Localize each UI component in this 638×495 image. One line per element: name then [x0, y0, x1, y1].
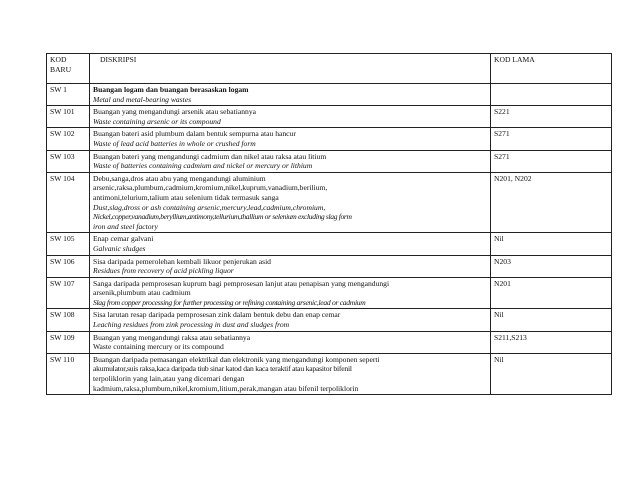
row-description: [90, 255, 491, 277]
row-old-code: S211,S213: [491, 331, 612, 353]
row-description: [90, 309, 491, 331]
row-malay-line: kadmium,raksa,plumbum,nikel,kromium,litium,perak,mangan atau bifenil terpoliklorin: [93, 383, 359, 393]
row-english: Waste of batteries containing cadmium and nickel or mercury or lithium: [93, 161, 313, 171]
table-row: [47, 277, 612, 309]
table-row: [47, 106, 612, 128]
row-malay: Buangan yang mengandungi arsenik atau sebatiannya: [93, 107, 257, 117]
row-description: [90, 128, 491, 150]
row-old-code: S221: [491, 106, 612, 128]
table-row: [47, 353, 612, 394]
row-malay-line: arsenik,plumbum atau cadmium: [93, 288, 191, 298]
row-description: [90, 233, 491, 255]
row-old-code: S271: [491, 128, 612, 150]
row-malay-line: akumulator,suis raksa,kaca daripada tiub sinar katod dan kaca teraktif atau kapasitor bifenil: [93, 364, 352, 374]
row-english: Galvanic sludges: [93, 243, 146, 253]
row-description: [90, 277, 491, 309]
row-malay-line: antimoni,telurium,talium atau selenium tidak termasuk sanga: [93, 192, 279, 202]
table-row: [47, 128, 612, 150]
row-malay: Enap cemar galvani: [93, 234, 154, 244]
row-english: Residues from recovery of acid pickling liquor: [93, 266, 234, 276]
row-english: Metal and metal-bearing wastes: [93, 94, 192, 104]
row-english: Waste of lead acid batteries in whole or crushed form: [93, 138, 256, 148]
row-description: [90, 84, 491, 106]
row-description: [90, 172, 491, 233]
row-old-code: S271: [491, 150, 612, 172]
row-old-code: N203: [491, 255, 612, 277]
header-kod-baru: [47, 54, 90, 84]
row-malay-line: arsenic,raksa,plumbum,cadmium,kromium,nikel,kuprum,vanadium,berilium,: [93, 183, 328, 193]
table-row: [47, 309, 612, 331]
row-malay: Sisa larutan resap daripada pemprosesan zink dalam bentuk debu dan enap cemar: [93, 310, 341, 320]
row-old-code: [491, 84, 612, 106]
row-english: Waste containing mercury or its compound: [93, 342, 224, 352]
row-english-line: Dust,slag,dross or ash containing arsenic,mercury,lead,cadmium,chromium,: [93, 202, 326, 212]
table-row: [47, 150, 612, 172]
row-english: Waste containing arsenic or its compound: [93, 116, 221, 126]
row-code: SW 101: [47, 106, 90, 128]
row-code: SW 103: [47, 150, 90, 172]
table-row: [47, 331, 612, 353]
header-diskripsi: DISKRIPSI: [90, 54, 491, 84]
row-description: [90, 106, 491, 128]
row-english-line: Nickel,copper,vanadium,beryllium,antimony,tellurium,thallium or selenium excluding slag form: [93, 212, 352, 222]
row-code: SW 107: [47, 277, 90, 309]
table-row: [47, 172, 612, 233]
row-code: SW 1: [47, 84, 90, 106]
row-malay-line: Buangan daripada pemasangan elektrikal dan elektronik yang mengandungi komponen seperti: [93, 354, 380, 364]
row-code: SW 110: [47, 353, 90, 394]
table-row: [47, 84, 612, 106]
row-malay: Buangan bateri asid plumbum dalam bentuk sempurna atau hancur: [93, 129, 296, 139]
row-code: SW 104: [47, 172, 90, 233]
row-malay: Buangan logam dan buangan berasaskan logam: [93, 85, 249, 94]
row-malay-line: terpoliklorin yang lain,atau yang dicemari dengan: [93, 374, 245, 384]
row-code: SW 105: [47, 233, 90, 255]
row-code: SW 109: [47, 331, 90, 353]
row-old-code: N201, N202: [491, 172, 612, 233]
table-row: [47, 255, 612, 277]
header-kod-baru-line1: KOD: [50, 55, 67, 64]
header-kod-lama: KOD LAMA: [491, 54, 612, 84]
row-malay: Buangan bateri yang mengandungi cadmium dan nikel atau raksa atau litium: [93, 151, 327, 161]
row-malay: Buangan yang mengandungi raksa atau sebatiannya: [93, 332, 251, 342]
row-code: SW 102: [47, 128, 90, 150]
row-old-code: N201: [491, 277, 612, 309]
row-malay-line: Debu,sanga,dros atau abu yang mengandungi aluminium: [93, 173, 266, 183]
row-old-code: Nil: [491, 353, 612, 394]
row-description: [90, 353, 491, 394]
table-row: [47, 233, 612, 255]
row-malay-line: Sanga daripada pemprosesan kuprum bagi pemprosesan lanjut atau penapisan yang mengandungi: [93, 278, 390, 288]
row-english-line: iron and steel factory: [93, 221, 158, 231]
row-description: [90, 331, 491, 353]
row-old-code: Nil: [491, 309, 612, 331]
row-english: Leaching residues from zink processing in dust and sludges from: [93, 320, 290, 330]
waste-code-table: [46, 53, 612, 395]
header-kod-baru-line2: BARU: [50, 64, 72, 74]
row-code: SW 108: [47, 309, 90, 331]
row-code: SW 106: [47, 255, 90, 277]
row-malay: Sisa daripada pemerolehan kembali likuor penjerukan asid: [93, 256, 271, 266]
row-description: [90, 150, 491, 172]
header-row: [47, 54, 612, 84]
row-old-code: Nil: [491, 233, 612, 255]
row-english: Slag from copper processing for further processing or refining containing arsenic,lead or cadmium: [93, 297, 366, 307]
